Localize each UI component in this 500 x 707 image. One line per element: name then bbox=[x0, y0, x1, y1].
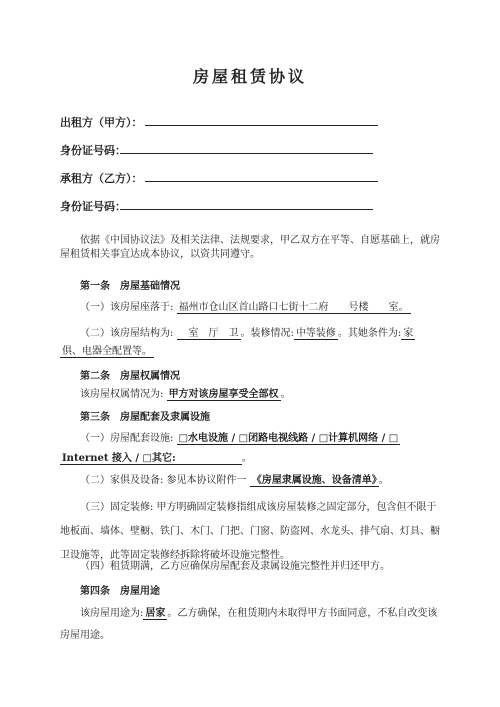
lessee-id-label: 身份证号码： bbox=[60, 200, 126, 213]
article1-item2-prefix: （二）该房屋结构为: bbox=[80, 328, 174, 339]
document-title: 房屋租赁协议 bbox=[192, 67, 307, 86]
house-structure: 室 厅 卫 bbox=[178, 328, 239, 339]
article3-item1-cont bbox=[60, 452, 252, 466]
furniture-end: 。 bbox=[378, 475, 389, 486]
facilities-list: □水电设施 / □闭路电视线路 / □计算机网络 / □ bbox=[178, 433, 399, 444]
ownership-suffix: 。 bbox=[280, 389, 291, 400]
ownership-value: 甲方对该房屋享受全部权 bbox=[168, 389, 279, 400]
article4-heading: 第四条 房屋用途 bbox=[80, 586, 160, 597]
article1-item2-cont bbox=[60, 345, 154, 359]
furniture-list-ref: 《房屋隶属设施、设备清单》 bbox=[251, 475, 377, 486]
article3-heading: 第三条 房屋配套及隶属设施 bbox=[80, 412, 210, 423]
article3-item2 bbox=[80, 474, 389, 488]
usage-prefix: 该房屋用途为: bbox=[80, 608, 144, 619]
article1-item2-after: 。其她条件为: bbox=[337, 328, 402, 339]
other-conditions-a: 家 bbox=[403, 328, 414, 339]
ownership-prefix: 该房屋权属情况为: bbox=[80, 389, 164, 400]
article1-item2 bbox=[80, 327, 415, 341]
article3-item3: （三）固定装修: 甲方明确固定装修指组成该房屋装修之固定部分，包含但不限于地板面、墙体、壁橱、铁门、木门、门把、门窗、防盗网、水龙头、排气扇、灯具、橱卫设施等，此等固定装修经拆除将破坏设施完整性。 bbox=[60, 502, 440, 561]
article3-item4: （四）租赁期满，乙方应确保房屋配套及隶属设施完整性并归还甲方。 bbox=[80, 561, 390, 572]
article2-heading: 第二条 房屋权属情况 bbox=[80, 371, 180, 382]
facilities-end: 。 bbox=[241, 453, 252, 464]
lessor-blank bbox=[145, 125, 378, 126]
house-address: 福州市仓山区首山路口七街十二府 号楼 室。 bbox=[178, 302, 409, 313]
article1-item2-mid: 。装修情况: bbox=[240, 328, 294, 339]
facilities-prefix: （一）房屋配套设施: bbox=[80, 433, 174, 444]
article1-item1 bbox=[80, 301, 411, 315]
lessee-id-blank bbox=[120, 209, 373, 210]
article1-item1-prefix: （一）该房屋座落于: bbox=[80, 302, 174, 313]
usage-value: 居家 bbox=[145, 608, 166, 619]
article2-text bbox=[80, 388, 291, 402]
facilities-other-blank bbox=[178, 453, 242, 465]
furniture-prefix: （二）家俱及设备: 参见本协议附件一 bbox=[80, 475, 247, 486]
decoration-status: 中等装修 bbox=[295, 328, 336, 339]
lessor-id-blank bbox=[120, 153, 373, 154]
lessor-id-label: 身份证号码： bbox=[60, 144, 126, 157]
facilities-list-cont: Internet 接入 / □其它: bbox=[62, 453, 176, 464]
other-conditions-b: 俱、电器全配置等。 bbox=[62, 346, 152, 357]
article1-heading: 第一条 房屋基础情况 bbox=[80, 281, 180, 292]
intro-paragraph: 依据《中国协议法》及相关法律、法规要求，甲乙双方在平等、自愿基础上，就房屋租赁相关事宜达成本协议，以资共同遵守。 bbox=[60, 235, 440, 260]
usage-suffix: 。乙方确保，在租赁期内未取得甲方书面同意，不私自改变该房屋用途。 bbox=[60, 608, 438, 641]
lessee-label: 承租方（乙方）： bbox=[60, 172, 143, 185]
lessor-label: 出租方（甲方）： bbox=[60, 116, 143, 129]
lessee-blank bbox=[145, 181, 378, 182]
article4-text bbox=[60, 603, 440, 647]
article3-item1 bbox=[80, 432, 400, 446]
